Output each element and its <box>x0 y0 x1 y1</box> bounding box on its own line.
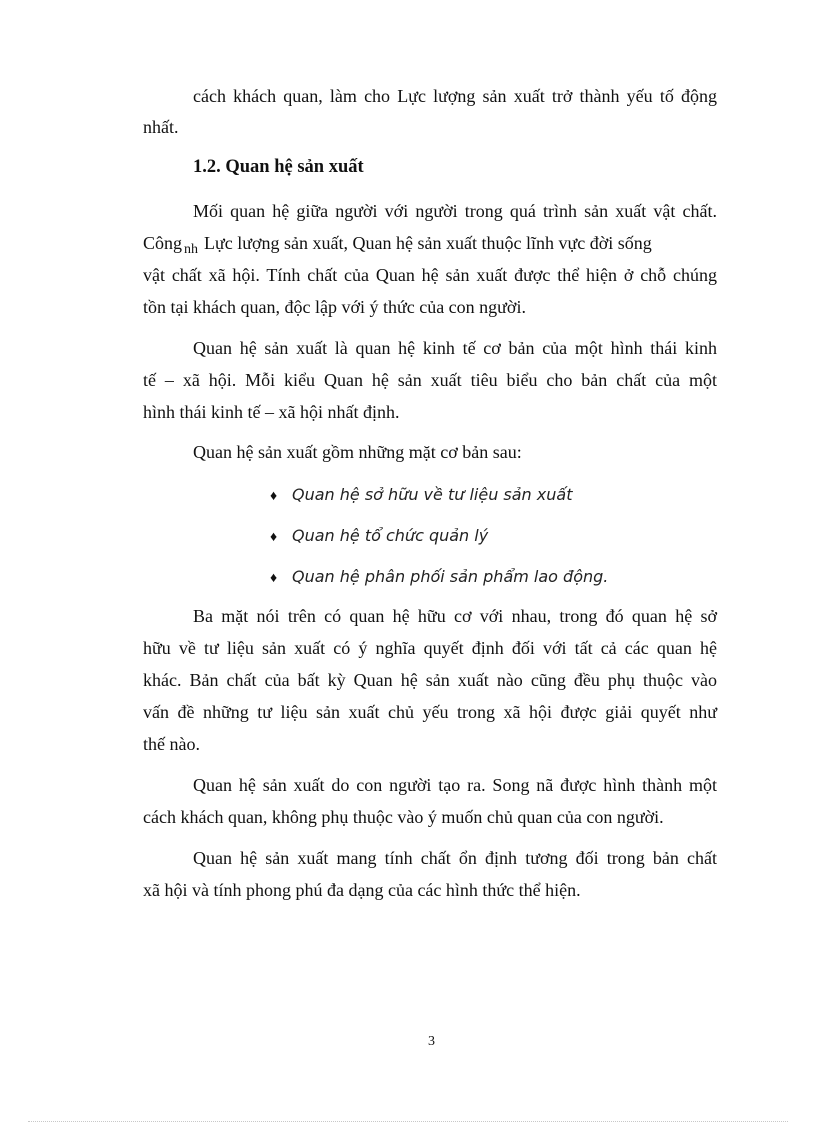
diamond-bullet-icon: ♦ <box>270 571 278 586</box>
paragraph-line: hữu về tư liệu sản xuất có ý nghĩa quyết định đối với tất cả các quan hệ <box>143 638 717 658</box>
paragraph-line: khác. Bản chất của bất kỳ Quan hệ sản xuất nào cũng đều phụ thuộc vào <box>143 670 717 690</box>
paragraph-line: thế nào. <box>143 734 200 754</box>
paragraph-line: Ba mặt nói trên có quan hệ hữu cơ với nhau, trong đó quan hệ sở <box>193 606 717 626</box>
paragraph-line: tồn tại khách quan, độc lập với ý thức của con người. <box>143 297 526 317</box>
paragraph-line: Quan hệ sản xuất gồm những mặt cơ bản sau: <box>193 442 522 462</box>
paragraph-line: Quan hệ sản xuất là quan hệ kinh tế cơ bản của một hình thái kinh <box>193 338 717 358</box>
paragraph-line <box>143 233 652 257</box>
page-number: 3 <box>428 1034 435 1049</box>
bullet-item <box>270 484 572 505</box>
section-heading: 1.2. Quan hệ sản xuất <box>193 157 364 177</box>
bullet-text: Quan hệ phân phối sản phẩm lao động. <box>292 567 609 586</box>
paragraph-line: Mối quan hệ giữa người với người trong quá trình sản xuất vật chất. <box>193 201 717 221</box>
stray-fragment: nh <box>184 242 199 257</box>
diamond-bullet-icon: ♦ <box>270 530 278 545</box>
paragraph-line: cách khách quan, không phụ thuộc vào ý muốn chủ quan của con người. <box>143 807 664 827</box>
paragraph-line: tế – xã hội. Mỗi kiểu Quan hệ sản xuất tiêu biểu cho bản chất của một <box>143 370 717 390</box>
diamond-bullet-icon: ♦ <box>270 489 278 504</box>
bullet-text: Quan hệ tổ chức quản lý <box>292 526 489 545</box>
page-border <box>28 1121 788 1122</box>
paragraph-line: xã hội và tính phong phú đa dạng của các hình thức thể hiện. <box>143 880 581 900</box>
paragraph-line: Quan hệ sản xuất do con người tạo ra. Song nã được hình thành một <box>193 775 717 795</box>
paragraph-line: hình thái kinh tế – xã hội nhất định. <box>143 402 400 422</box>
bullet-item <box>270 525 488 546</box>
paragraph-text: Lực lượng sản xuất, Quan hệ sản xuất thuộc lĩnh vực đời sống <box>204 233 652 253</box>
paragraph-line: vấn đề những tư liệu sản xuất chủ yếu trong xã hội được giải quyết như <box>143 702 717 722</box>
paragraph-line: cách khách quan, làm cho Lực lượng sản xuất trở thành yếu tố động <box>193 86 717 106</box>
paragraph-line: Quan hệ sản xuất mang tính chất ổn định tương đối trong bản chất <box>193 848 717 868</box>
paragraph-text: Công <box>143 233 183 253</box>
paragraph-line: nhất. <box>143 117 179 137</box>
bullet-text: Quan hệ sở hữu về tư liệu sản xuất <box>292 485 573 504</box>
bullet-item <box>270 566 608 587</box>
paragraph-line: vật chất xã hội. Tính chất của Quan hệ sản xuất được thể hiện ở chỗ chúng <box>143 265 717 285</box>
